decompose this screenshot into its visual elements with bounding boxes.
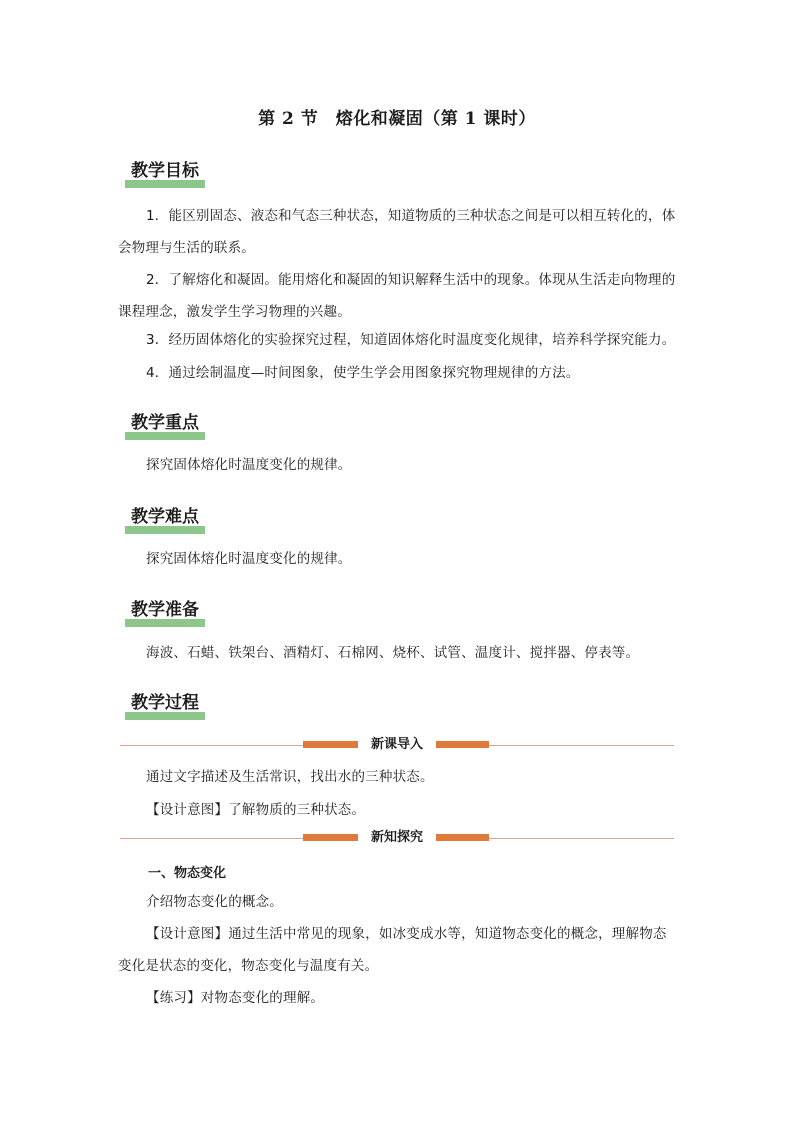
intro-divider-label: 新课导入 (358, 736, 436, 754)
heading-highlight-bar (125, 526, 205, 534)
key-points-heading (125, 412, 205, 440)
preparation-heading (125, 599, 205, 627)
intro-intent: 【设计意图】了解物质的三种状态。 (146, 802, 366, 818)
key-points-text: 探究固体熔化时温度变化的规律。 (146, 457, 352, 473)
divider-accent-right (436, 834, 489, 841)
explore-divider (120, 831, 674, 845)
page-title: 第 2 节 熔化和凝固（第 1 课时） (258, 109, 536, 129)
heading-highlight-bar (125, 619, 205, 627)
process-heading (125, 692, 205, 720)
preparation-heading-text: 教学准备 (131, 600, 199, 620)
difficulties-text: 探究固体熔化时温度变化的规律。 (146, 551, 352, 567)
divider-accent-right (436, 741, 489, 748)
explore-practice: 【练习】对物态变化的理解。 (146, 990, 325, 1006)
objectives-heading-text: 教学目标 (131, 161, 199, 181)
heading-highlight-bar (125, 432, 205, 440)
preparation-text: 海波、石蜡、铁架台、酒精灯、石棉网、烧杯、试管、温度计、搅拌器、停表等。 (146, 645, 640, 661)
objective-item-4: 4．通过绘制温度—时间图象，使学生学会用图象探究物理规律的方法。 (146, 365, 580, 381)
explore-intent: 【设计意图】通过生活中常见的现象，如冰变成水等，知道物态变化的概念，理解物态变化是状态的变化，物态变化与温度有关。 (118, 926, 667, 974)
heading-highlight-bar (125, 712, 205, 720)
objective-item-2: 2．了解熔化和凝固。能用熔化和凝固的知识解释生活中的现象。体现从生活走向物理的课程理念，激发学生学习物理的兴趣。 (118, 272, 676, 320)
explore-text: 介绍物态变化的概念。 (146, 894, 283, 910)
difficulties-heading-text: 教学难点 (131, 507, 199, 527)
objective-item-1: 1．能区别固态、液态和气态三种状态，知道物质的三种状态之间是可以相互转化的，体会物理与生活的联系。 (118, 208, 676, 256)
objective-item-3: 3．经历固体熔化的实验探究过程，知道固体熔化时温度变化规律，培养科学探究能力。 (146, 332, 676, 348)
heading-highlight-bar (125, 180, 205, 188)
objectives-heading (125, 160, 205, 188)
intro-text: 通过文字描述及生活常识，找出水的三种状态。 (146, 769, 434, 785)
key-points-heading-text: 教学重点 (131, 413, 199, 433)
process-heading-text: 教学过程 (131, 693, 199, 713)
difficulties-heading (125, 506, 205, 534)
intro-divider (120, 738, 674, 752)
explore-subheading: 一、物态变化 (148, 866, 227, 881)
explore-divider-label: 新知探究 (358, 829, 436, 847)
